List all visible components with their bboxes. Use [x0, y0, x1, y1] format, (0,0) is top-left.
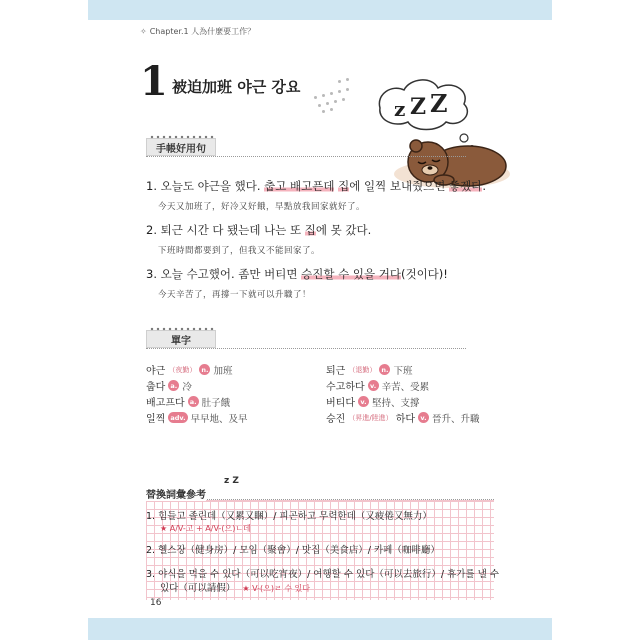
svg-text:Z: Z	[430, 89, 448, 118]
sleeping-bear-illustration	[372, 74, 512, 194]
star-icon: ✧	[140, 27, 147, 36]
decorative-dots	[308, 72, 356, 112]
book-page	[88, 20, 552, 618]
substitution-line-3: 3. 야식을 먹을 수 있다（可以吃宵夜）/ 여행할 수 있다（可以去旅行）/ 휴가를 낼 수	[146, 569, 500, 580]
pos-badge: a.	[188, 396, 199, 407]
vocab-item: 야근 （夜勤） n. 加班	[146, 365, 233, 377]
grammar-tip-1: ★ A/V-고 + A/V-(으)ㄴ데	[160, 524, 251, 533]
substitution-section-label: 替換詞彙參考	[146, 486, 206, 501]
vocab-divider	[146, 348, 466, 349]
pos-badge: n.	[381, 365, 389, 374]
vocab-item: 버티다 v. 堅持、支撐	[326, 397, 420, 409]
sentence-1-translation: 今天又加班了，好冷又好餓，早點放我回家就好了。	[158, 202, 366, 212]
lesson-number: 1	[140, 58, 168, 105]
page-number: 16	[150, 598, 162, 608]
svg-text:z: z	[394, 97, 406, 121]
sleep-z-icon: z Z	[224, 476, 239, 486]
vocab-item: 수고하다 v. 辛苦、受累	[326, 381, 430, 393]
substitution-line-1: 1. 힘들고 졸린데（又累又睏）/ 피곤하고 무력한데（又疲倦又無力）	[146, 511, 432, 522]
substitution-line-2: 2. 헬스장（健身房）/ 모임（聚會）/ 맛집（美食店）/ 카페（咖啡廳）	[146, 545, 440, 556]
vocab-item: 춥다 a. 冷	[146, 381, 192, 393]
pos-badge: v.	[358, 396, 369, 407]
vocab-item: 배고프다 a. 肚子餓	[146, 397, 231, 409]
vocab-item: 승진 （昇進/陞進） 하다 v. 晉升、升職	[326, 413, 480, 425]
pos-badge: n.	[201, 365, 209, 374]
vocab-section-label: 單字	[146, 330, 216, 348]
phrases-divider	[146, 156, 466, 157]
sentence-3: 3. 오늘 수고했어. 좀만 버티면 승진할 수 있을 거다(것이다)!	[146, 267, 448, 281]
top-band	[88, 0, 552, 20]
sentence-3-translation: 今天辛苦了，再撐一下就可以升職了！	[158, 290, 312, 300]
pos-badge: a.	[168, 380, 179, 391]
pos-badge: v.	[418, 412, 429, 423]
sentence-2-translation: 下班時間都要到了，但我又不能回家了。	[158, 246, 321, 256]
vocab-item: 일찍 adv. 早早地、及早	[146, 413, 248, 425]
substitution-line-3-cont: 있다（可以請假） ★ V-(으)ㄹ 수 있다	[160, 583, 310, 594]
chapter-title: Chapter.1 人為什麼要工作？	[149, 27, 256, 36]
pos-badge: v.	[368, 380, 379, 391]
sentence-1: 1. 오늘도 야근을 했다. 춥고 배고픈데 집에 일찍 보내줬으면 좋겠다.	[146, 179, 487, 193]
thought-bubble-icon	[379, 80, 474, 151]
phrases-section-label: 手帳好用句	[146, 138, 216, 156]
pos-badge: adv.	[170, 413, 186, 422]
svg-text:Z: Z	[410, 94, 427, 120]
lesson-title: 被迫加班 야근 강요	[172, 78, 301, 96]
vocab-item: 퇴근 （退勤） n. 下班	[326, 365, 413, 377]
grammar-tip-3: ★ V-(으)ㄹ 수 있다	[242, 584, 310, 593]
bottom-band	[88, 618, 552, 640]
chapter-header	[140, 26, 255, 37]
sentence-2: 2. 퇴근 시간 다 됐는데 나는 또 집에 못 갔다.	[146, 223, 372, 237]
